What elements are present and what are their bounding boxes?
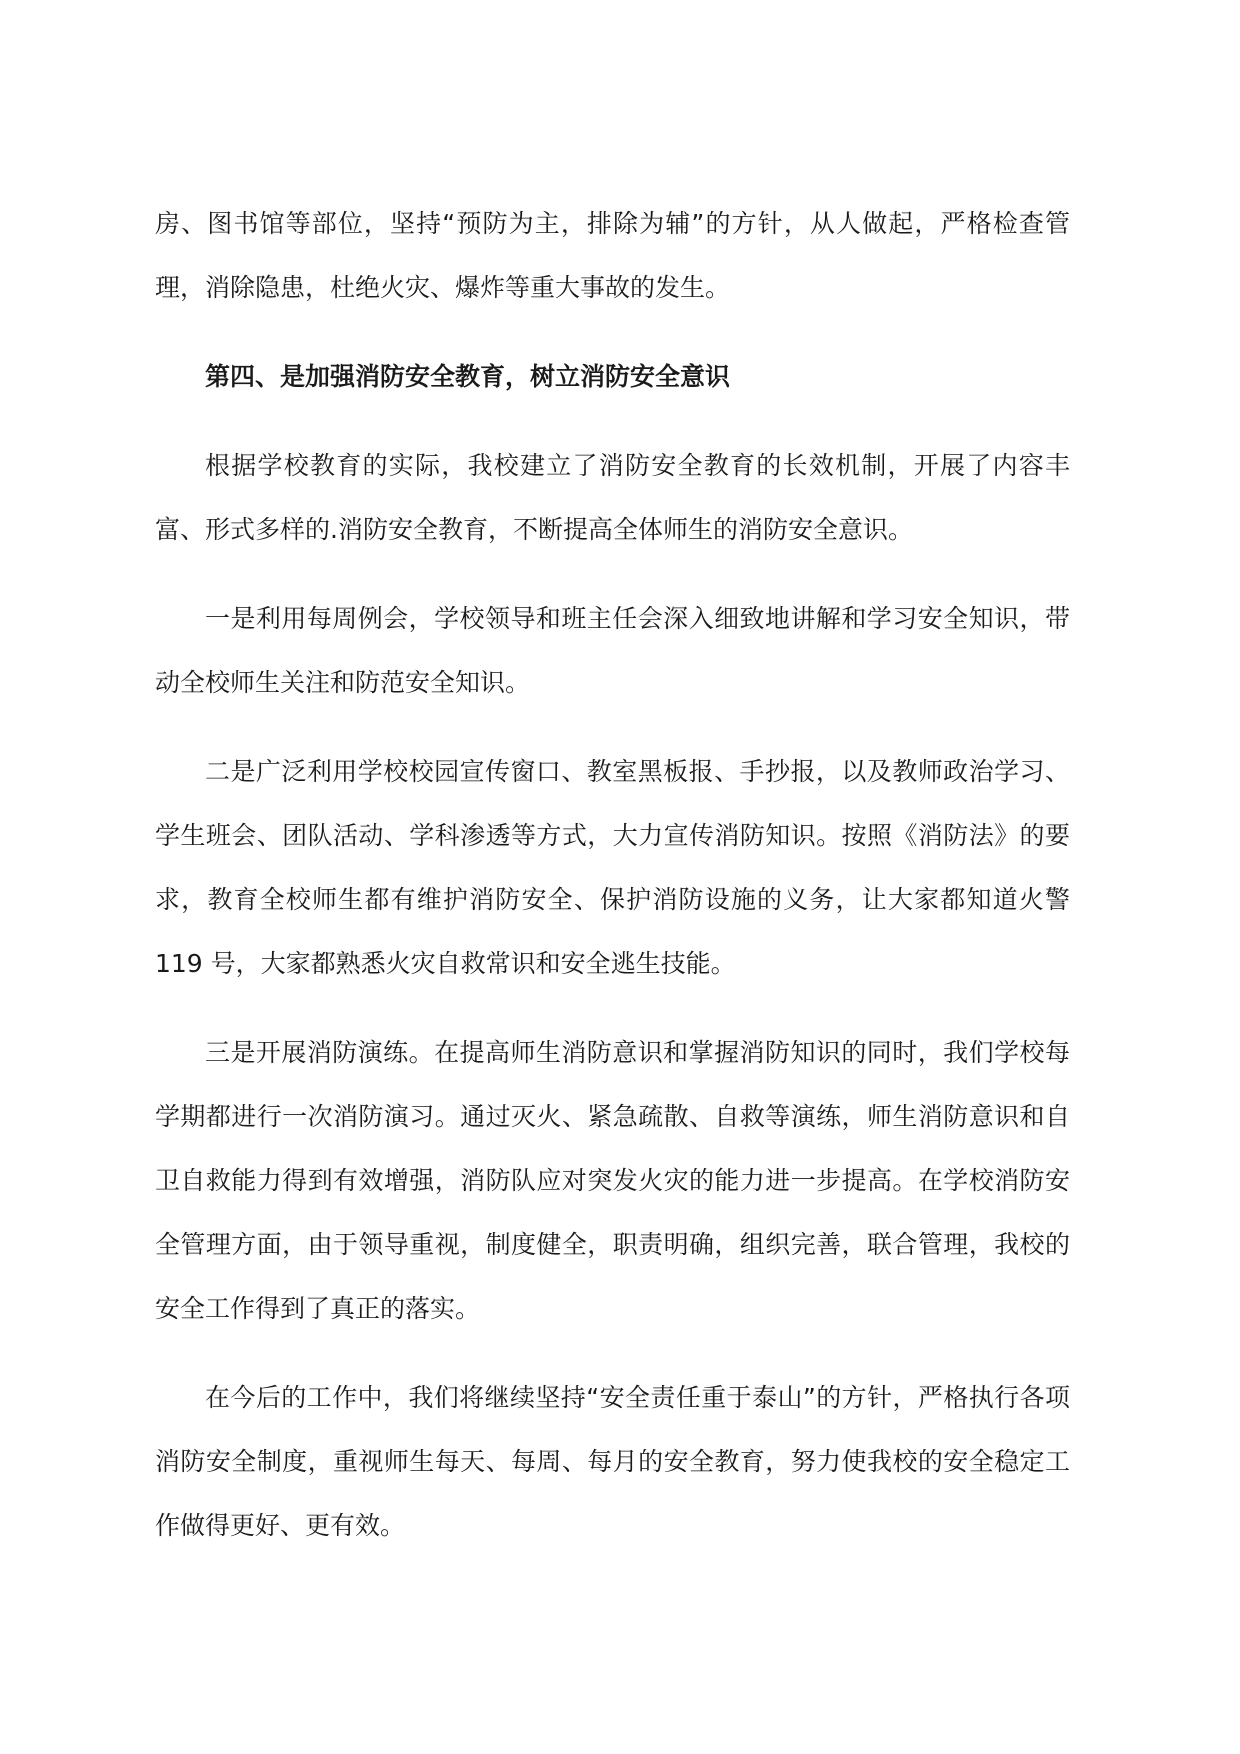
paragraph-education-mechanism: 根据学校教育的实际，我校建立了消防安全教育的长效机制，开展了内容丰富、形式多样的.消防安全教育，不断提高全体师生的消防安全意识。 xyxy=(155,451,1070,544)
document-page xyxy=(155,192,1070,1583)
paragraph-weekly-meeting: 一是利用每周例会，学校领导和班主任会深入细致地讲解和学习安全知识，带动全校师生关注和防范安全知识。 xyxy=(155,604,1070,697)
section-heading: 第四、是加强消防安全教育，树立消防安全意识 xyxy=(205,362,731,391)
paragraph-publicity: 二是广泛利用学校校园宣传窗口、教室黑板报、手抄报，以及教师政治学习、学生班会、团队活动、学科渗透等方式，大力宣传消防知识。按照《消防法》的要求，教育全校师生都有维护消防安全、保护消防设施的义务，让大家都知道火警 119 号，大家都熟悉火灾自救常识和安全逃生技能。 xyxy=(155,757,1070,978)
paragraph-future-work: 在今后的工作中，我们将继续坚持“安全责任重于泰山”的方针，严格执行各项消防安全制度，重视师生每天、每周、每月的安全教育，努力使我校的安全稳定工作做得更好、更有效。 xyxy=(155,1383,1070,1540)
paragraph-continuation: 房、图书馆等部位，坚持“预防为主，排除为辅”的方针，从人做起，严格检查管理，消除隐患，杜绝火灾、爆炸等重大事故的发生。 xyxy=(155,209,1070,302)
paragraph-fire-drill: 三是开展消防演练。在提高师生消防意识和掌握消防知识的同时，我们学校每学期都进行一次消防演习。通过灭火、紧急疏散、自救等演练，师生消防意识和自卫自救能力得到有效增强，消防队应对突发火灾的能力进一步提高。在学校消防安全管理方面，由于领导重视，制度健全，职责明确，组织完善，联合管理，我校的安全工作得到了真正的落实。 xyxy=(155,1038,1070,1323)
